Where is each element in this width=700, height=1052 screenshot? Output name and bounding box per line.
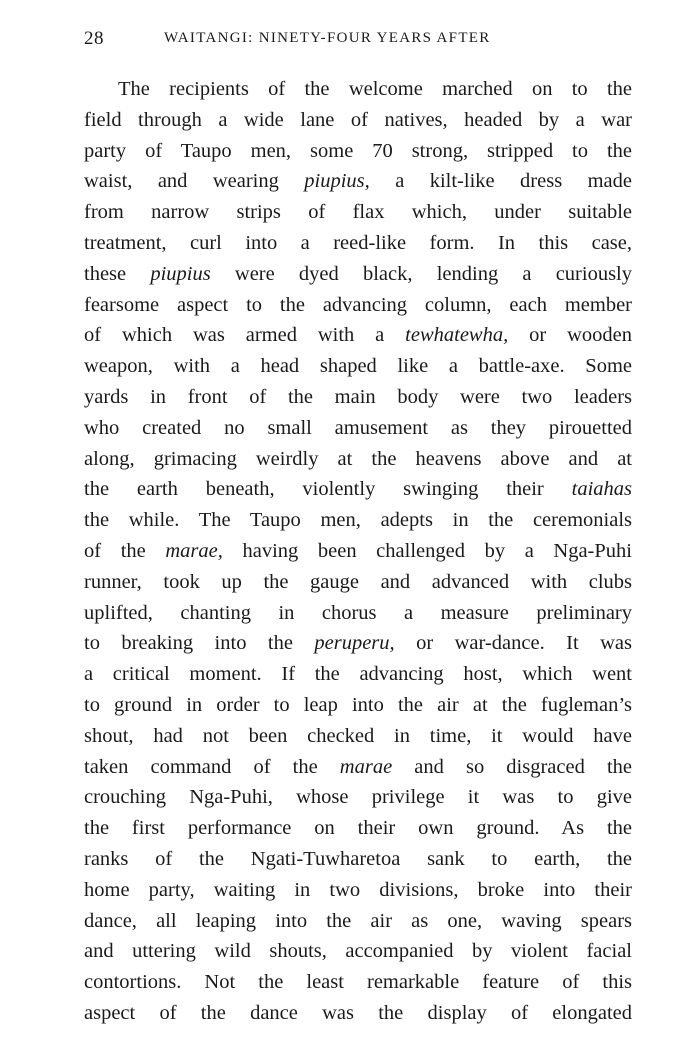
text-run: these <box>84 262 151 285</box>
text-line <box>84 813 632 844</box>
text-line <box>84 752 632 783</box>
text-line <box>84 444 632 475</box>
text-run: of which was armed with a <box>84 324 406 347</box>
text-line <box>84 505 632 536</box>
text-line <box>84 290 632 321</box>
text-run: and so disgraced the <box>392 755 633 778</box>
text-run: taken command of the <box>84 755 340 778</box>
text-run: of the <box>84 539 166 562</box>
italic-term: peruperu, <box>314 632 395 655</box>
italic-term: marae, <box>165 539 223 562</box>
running-title: WAITANGI: NINETY-FOUR YEARS AFTER <box>164 30 491 46</box>
text-run: runner, took up the gauge and advanced with clubs <box>84 570 632 593</box>
italic-term: piupius <box>150 262 211 285</box>
text-run: contortions. Not the least remarkable feature of this <box>84 971 632 994</box>
text-run: The recipients of the welcome marched on to the <box>118 78 632 100</box>
text-line <box>84 936 632 967</box>
text-run: waist, and wearing <box>84 170 305 193</box>
text-run: and uttering wild shouts, accompanied by violent facial <box>84 940 632 963</box>
text-run: from narrow strips of flax which, under suitable <box>84 201 632 224</box>
text-run: the first performance on their own ground. As the <box>84 817 632 840</box>
text-run: were dyed black, lending a curiously <box>210 262 632 285</box>
text-line <box>84 659 632 690</box>
page-number: 28 <box>84 28 104 49</box>
text-line <box>84 536 632 567</box>
text-run: treatment, curl into a reed-like form. In this case, <box>84 231 632 254</box>
text-run: or wooden <box>508 324 632 347</box>
text-line <box>84 105 632 136</box>
text-line <box>84 998 632 1029</box>
text-line <box>84 259 632 290</box>
text-run: a kilt-like dress made <box>369 170 632 193</box>
text-line <box>84 567 632 598</box>
text-run: fearsome aspect to the advancing column, each member <box>84 293 632 316</box>
text-line <box>84 690 632 721</box>
text-run: a critical moment. If the advancing host, which went <box>84 663 632 686</box>
text-line <box>84 197 632 228</box>
text-run: who created no small amusement as they pirouetted <box>84 416 632 439</box>
text-run: home party, waiting in two divisions, broke into their <box>84 878 632 901</box>
text-run: along, grimacing weirdly at the heavens above and at <box>84 447 632 470</box>
text-run: shout, had not been checked in time, it would have <box>84 724 632 747</box>
text-run: party of Taupo men, some 70 strong, stripped to the <box>84 139 632 162</box>
text-run: ranks of the Ngati-Tuwharetoa sank to earth, the <box>84 847 632 870</box>
italic-term: tewhatewha, <box>405 324 509 347</box>
text-run: dance, all leaping into the air as one, waving spears <box>84 909 632 932</box>
text-run: the earth beneath, violently swinging their <box>84 478 572 501</box>
text-line <box>84 351 632 382</box>
text-run: field through a wide lane of natives, headed by a war <box>84 108 632 131</box>
text-line <box>84 166 632 197</box>
text-line <box>84 628 632 659</box>
text-run: to ground in order to leap into the air at the fugleman’s <box>84 693 632 716</box>
running-head <box>84 28 632 52</box>
italic-term: marae <box>339 755 393 778</box>
text-line <box>84 74 632 105</box>
body-paragraph <box>84 74 632 1029</box>
text-line <box>84 320 632 351</box>
text-run: weapon, with a head shaped like a battle-axe. Some <box>84 355 632 378</box>
text-line <box>84 382 632 413</box>
text-line <box>84 875 632 906</box>
italic-term: piupius, <box>304 170 370 193</box>
text-run: the while. The Taupo men, adepts in the ceremonials <box>84 509 632 532</box>
text-line <box>84 474 632 505</box>
text-run: crouching Nga-Puhi, whose privilege it was to give <box>84 786 632 809</box>
text-line <box>84 228 632 259</box>
text-line <box>84 598 632 629</box>
text-run: to breaking into the <box>84 632 315 655</box>
text-line <box>84 782 632 813</box>
text-run: or war-dance. It was <box>394 632 632 655</box>
text-line <box>84 844 632 875</box>
text-line <box>84 413 632 444</box>
text-run: uplifted, chanting in chorus a measure preliminary <box>84 601 632 624</box>
text-run: yards in front of the main body were two leaders <box>84 385 632 408</box>
text-run: aspect of the dance was the display of elongated <box>84 1001 632 1024</box>
italic-term: taiahas <box>571 478 632 501</box>
text-line <box>84 721 632 752</box>
text-run: having been challenged by a Nga-Puhi <box>222 539 632 562</box>
text-line <box>84 967 632 998</box>
text-line <box>84 136 632 167</box>
text-line <box>84 906 632 937</box>
